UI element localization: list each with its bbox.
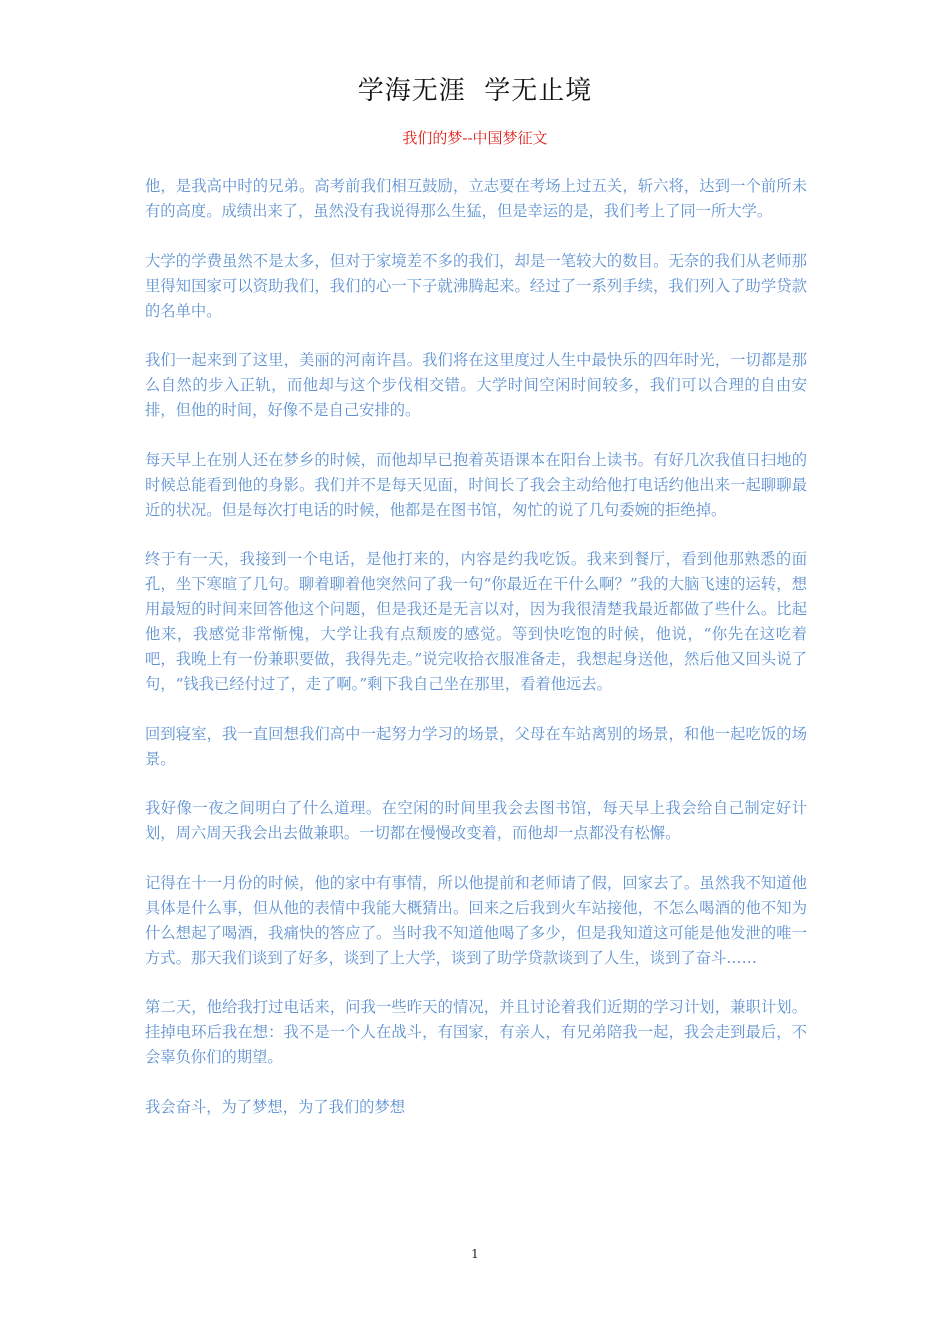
page-subtitle: 我们的梦--中国梦征文 (402, 129, 548, 147)
paragraph-8: 记得在十一月份的时候，他的家中有事情，所以他提前和老师请了假，回家去了。虽然我不知道他具体是什么事，但从他的表情中我能大概猜出。回来之后我到火车站接他，不怎么喝酒的他不知为什么想起了喝酒，我痛快的答应了。当时我不知道他喝了多少，但是我知道这可能是他发泄的唯一方式。那天我们谈到了好多，谈到了上大学，谈到了助学贷款谈到了人生，谈到了奋斗…… (145, 873, 807, 967)
paragraph-10: 我会奋斗，为了梦想，为了我们的梦想 (145, 1097, 406, 1116)
page-title: 学海无涯 学无止境 (357, 76, 593, 106)
paragraph-7: 我好像一夜之间明白了什么道理。在空闲的时间里我会去图书馆，每天早上我会给自己制定好计划，周六周天我会出去做兼职。一切都在慢慢改变着，而他却一点都没有松懈。 (145, 799, 807, 842)
page-number: 1 (471, 1247, 479, 1261)
paragraph-3: 我们一起来到了这里，美丽的河南许昌。我们将在这里度过人生中最快乐的四年时光，一切都是那么自然的步入正轨，而他却与这个步伐相交错。大学时间空闲时间较多，我们可以合理的自由安排，但他的时间，好像不是自己安排的。 (145, 351, 807, 419)
paragraph-5: 终于有一天，我接到一个电话，是他打来的，内容是约我吃饭。我来到餐厅，看到他那熟悉的面孔，坐下寒暄了几句。聊着聊着他突然问了我一句“你最近在干什么啊？”我的大脑飞速的运转，想用最短的时间来回答他这个问题，但是我还是无言以对，因为我很清楚我最近都做了些什么。比起他来，我感觉非常惭愧，大学让我有点颓废的感觉。等到快吃饱的时候，他说，“你先在这吃着吧，我晚上有一份兼职要做，我得先走。”说完收拾衣服准备走，我想起身送他，然后他又回头说了句，“钱我已经付过了，走了啊。”剩下我自己坐在那里，看着他远去。 (145, 550, 807, 693)
paragraph-9: 第二天，他给我打过电话来，问我一些昨天的情况，并且讨论着我们近期的学习计划，兼职计划。挂掉电环后我在想：我不是一个人在战斗，有国家，有亲人，有兄弟陪我一起，我会走到最后，不会辜负你们的期望。 (145, 998, 807, 1066)
paragraph-1: 他，是我高中时的兄弟。高考前我们相互鼓励，立志要在考场上过五关，斩六将，达到一个前所未有的高度。成绩出来了，虽然没有我说得那么生猛，但是幸运的是，我们考上了同一所大学。 (145, 177, 807, 220)
paragraph-6: 回到寝室，我一直回想我们高中一起努力学习的场景，父母在车站离别的场景，和他一起吃饭的场景。 (145, 724, 807, 768)
paragraph-2: 大学的学费虽然不是太多，但对于家境差不多的我们，却是一笔较大的数目。无奈的我们从老师那里得知国家可以资助我们，我们的心一下子就沸腾起来。经过了一系列手续，我们列入了助学贷款的名单中。 (145, 251, 807, 320)
paragraph-4: 每天早上在别人还在梦乡的时候，而他却早已抱着英语课本在阳台上读书。有好几次我值日扫地的时候总能看到他的身影。我们并不是每天见面，时间长了我会主动给他打电话约他出来一起聊聊最近的状况。但是每次打电话的时候，他都是在图书馆，匆忙的说了几句委婉的拒绝掉。 (145, 450, 807, 519)
essay-body (145, 174, 807, 1144)
